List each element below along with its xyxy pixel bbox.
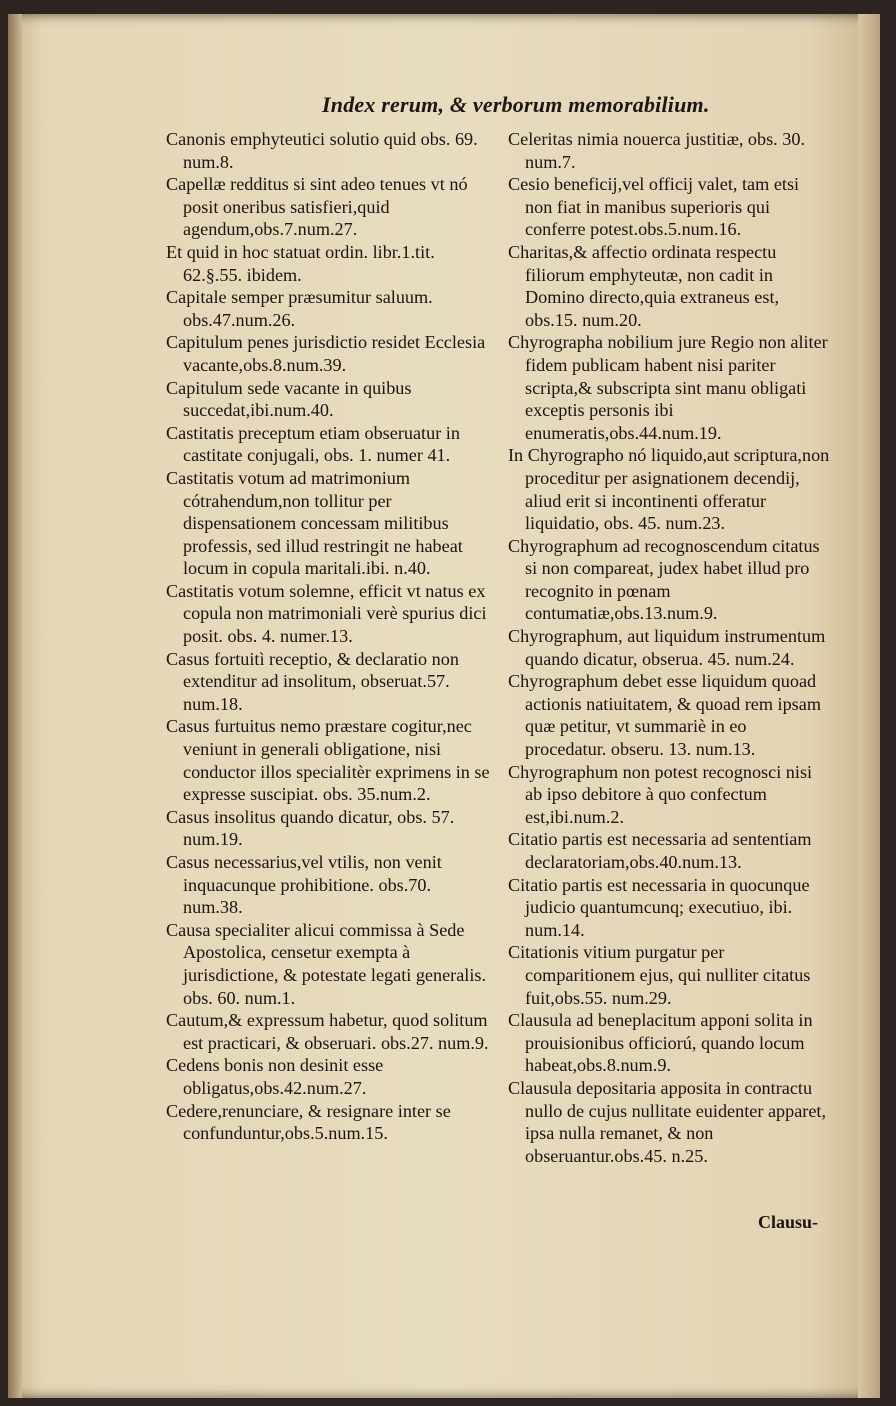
index-entry: Citatio partis est necessaria in quocunque judicio quantumcunq; executiuo, ibi. num.14.: [508, 874, 810, 940]
index-entry: Casus fortuitì receptio, & declaratio non extenditur ad insolitum, obseruat.57. num.18.: [166, 648, 459, 714]
index-entry: Castitatis votum solemne, efficit vt natus ex copula non matrimoniali verè spurius dici posit. obs. 4. numer.13.: [166, 580, 487, 647]
index-entry: Chyrographa nobilium jure Regio non aliter fidem publicam habent nisi pariter scripta,& subscripta sint manu obligati exceptis personis ibi enumeratis,obs.44.num.19.: [508, 332, 828, 443]
index-entry: Citatio partis est necessaria ad sententiam declaratoriam,obs.40.num.13.: [508, 829, 812, 872]
index-entry: Cautum,& expressum habetur, quod solitum est practicari, & obseruari. obs.27. num.9.: [166, 1010, 489, 1053]
index-entry: Capitulum penes jurisdictio residet Ecclesia vacante,obs.8.num.39.: [166, 332, 486, 375]
catchword: Clausu-: [758, 1212, 819, 1232]
index-entry: Capellæ redditus si sint adeo tenues vt nó posit oneribus satisfieri,quid agendum,obs.7.num.27.: [166, 174, 468, 240]
index-entry: Cesio beneficij,vel officij valet, tam etsi non fiat in manibus superioris qui conferre potest.obs.5.num.16.: [508, 174, 800, 240]
index-entry: Chyrographum debet esse liquidum quoad actionis natiuitatem, & quoad rem ipsam quæ petitur, vt summariè in eo procedatur. obseru. 13. num.13.: [508, 671, 821, 760]
index-entry: Chyrographum ad recognoscendum citatus si non compareat, judex habet illud pro recognito in pœnam contumatiæ,obs.13.num.9.: [508, 535, 820, 624]
index-entry: Clausula ad beneplacitum apponi solita in prouisionibus officiorú, quando locum habeat,obs.8.num.9.: [508, 1010, 813, 1076]
index-entry: Casus furtuitus nemo præstare cogitur,nec veniunt in generali obligatione, nisi conductor illos specialitèr exprimens in se expresse suscipiat. obs. 35.num.2.: [166, 716, 490, 805]
index-entry: Et quid in hoc statuat ordin. libr.1.tit. 62.§.55. ibidem.: [166, 241, 435, 285]
index-entry: Celeritas nimia nouerca justitiæ, obs. 30. num.7.: [508, 129, 806, 172]
index-entry: Chyrographum, aut liquidum instrumentum quando dicatur, obserua. 45. num.24.: [508, 626, 826, 669]
index-entry: Causa specialiter alicui commissa à Sede Apostolica, censetur exempta à jurisdictione, & potestate legati generalis. obs. 60. num.1.: [166, 919, 487, 1008]
index-entry: Capitulum sede vacante in quibus succedat,ibi.num.40.: [166, 377, 412, 421]
index-entry: Clausula depositaria apposita in contractu nullo de cujus nullitate euidenter apparet, ipsa nulla remanet, & non obseruantur.obs.45. n.25.: [508, 1077, 826, 1166]
index-entry: Casus insolitus quando dicatur, obs. 57. num.19.: [166, 806, 455, 850]
index-entry: Castitatis preceptum etiam obseruatur in castitate conjugali, obs. 1. numer 41.: [166, 422, 460, 466]
index-entry: Cedens bonis non desinit esse obligatus,obs.42.num.27.: [166, 1055, 384, 1098]
index-entry: In Chyrographo nó liquido,aut scriptura,non proceditur per asignationem decendij, aliud erit si incontinenti offeratur liquidatio, obs. 45. num.23.: [508, 445, 830, 534]
index-entry: Castitatis votum ad matrimonium cótrahendum,non tollitur per dispensationem concessam militibus professis, sed illud restringit ne habeat locum in copula maritali.ibi. n.40.: [166, 467, 463, 579]
page-gutter: [8, 14, 22, 1398]
index-entry: Casus necessarius,vel vtilis, non venit inquacunque prohibitione. obs.70. num.38.: [166, 852, 442, 918]
running-header: Index rerum, & verborum memorabilium.: [322, 92, 710, 117]
index-entry: Cedere,renunciare, & resignare inter se confunduntur,obs.5.num.15.: [166, 1100, 451, 1144]
left-column: [166, 128, 491, 1145]
index-entry: Chyrographum non potest recognosci nisi ab ipso debitore à quo confectum est,ibi.num.2.: [508, 761, 813, 827]
index-entry: Canonis emphyteutici solutio quid obs. 69. num.8.: [166, 129, 478, 172]
index-entry: Capitale semper præsumitur saluum. obs.47.num.26.: [166, 287, 433, 330]
index-entry: Charitas,& affectio ordinata respectu filiorum emphyteutæ, non cadit in Domino directo,quia extraneus est, obs.15. num.20.: [508, 241, 780, 330]
page-edge: [858, 14, 880, 1398]
index-entry: Citationis vitium purgatur per comparitionem ejus, qui nulliter citatus fuit,obs.55. num.29.: [508, 942, 811, 1008]
right-column: [508, 128, 830, 1167]
